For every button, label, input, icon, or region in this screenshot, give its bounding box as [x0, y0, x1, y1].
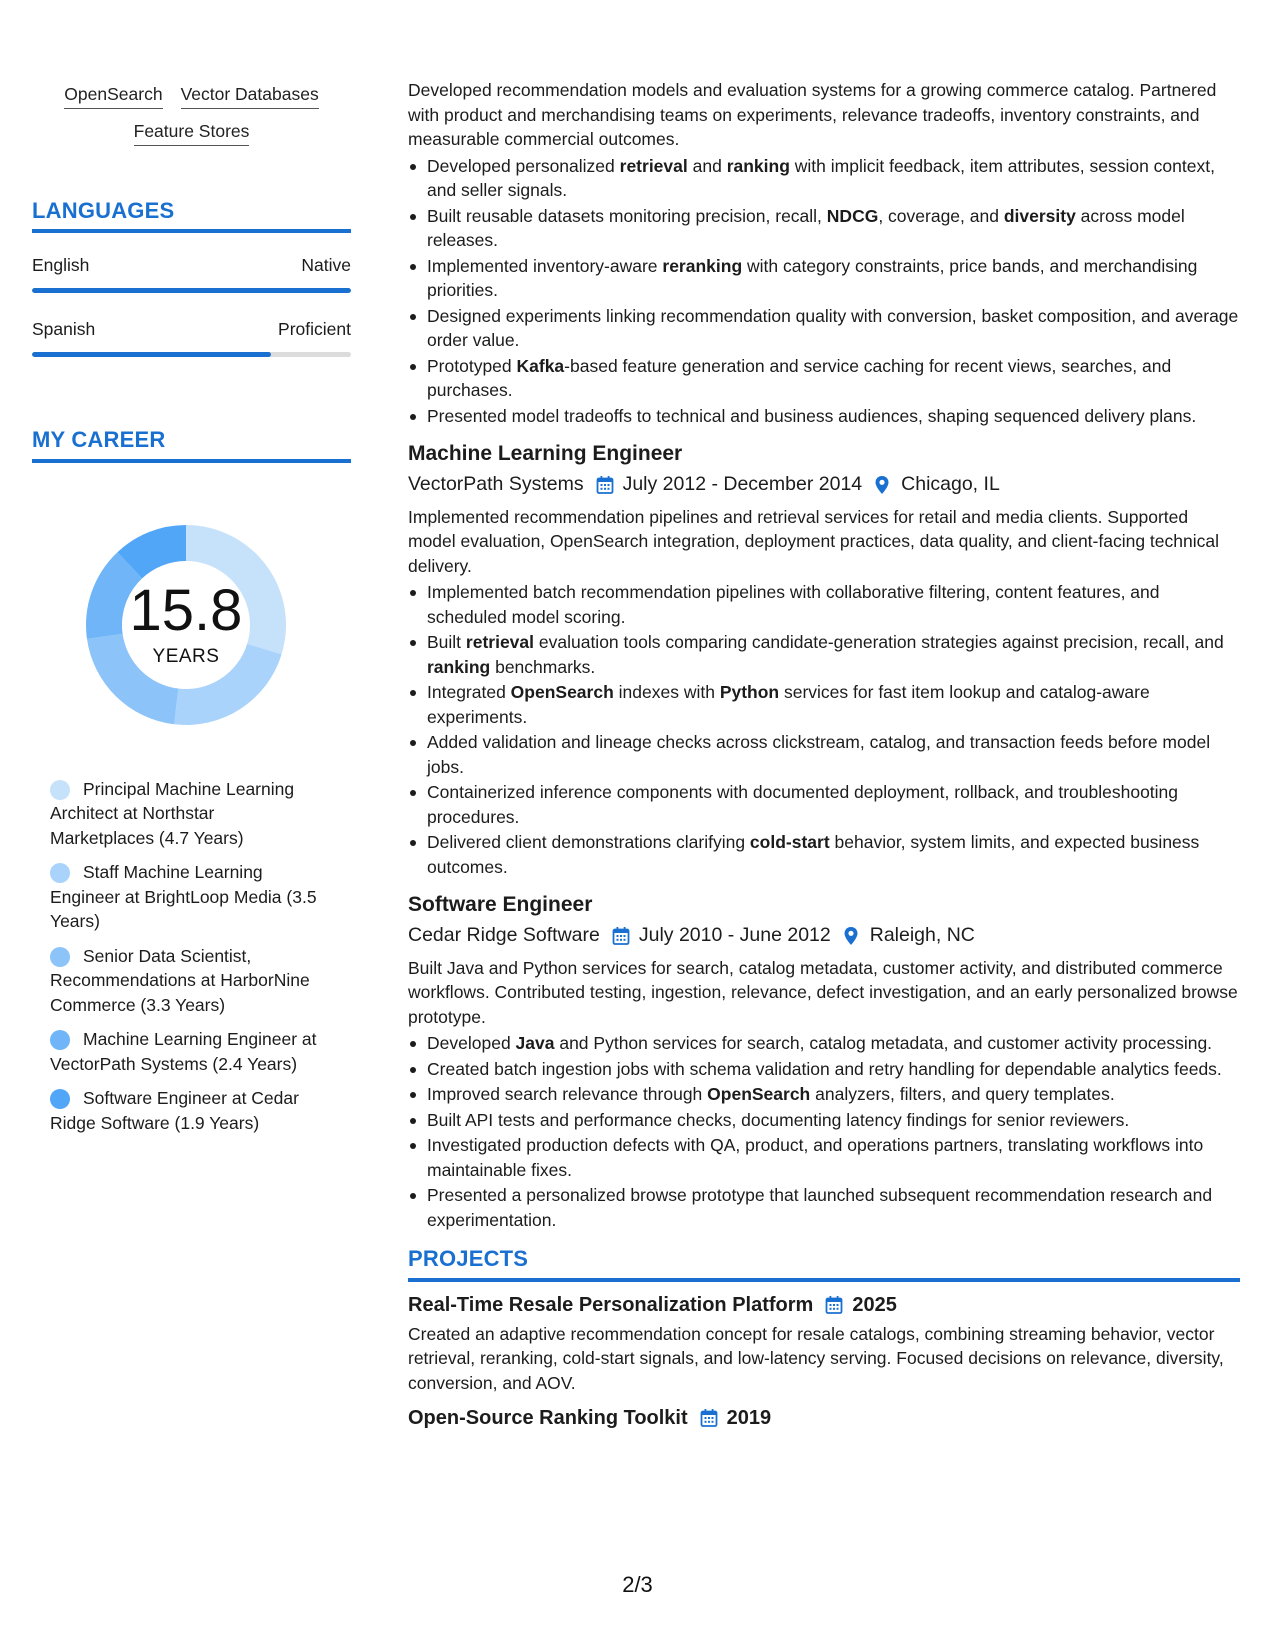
experience-summary: Developed recommendation models and evaluation systems for a growing commerce catalog. Partnered with product and merchandising teams on experiments, relevance tradeoffs, inventory constraints, and measurable commercial outcomes. — [408, 80, 1217, 149]
language-row — [32, 255, 351, 276]
language-level: Proficient — [278, 319, 351, 340]
skills-list — [32, 84, 351, 146]
calendar-icon — [700, 1408, 718, 1428]
skill-tag: Feature Stores — [134, 121, 250, 146]
experience-intro — [408, 78, 1240, 428]
language-bar-fill — [32, 288, 351, 293]
job-dates: July 2010 - June 2012 — [638, 924, 831, 947]
job-location: Chicago, IL — [901, 473, 1000, 496]
legend-swatch — [50, 780, 70, 800]
project-title: Real-Time Resale Personalization Platform — [408, 1293, 814, 1316]
legend-swatch — [50, 863, 70, 883]
job-location: Raleigh, NC — [869, 924, 975, 947]
languages-title: LANGUAGES — [32, 198, 351, 233]
job-entry — [408, 440, 1240, 879]
bullet-item: Built retrieval evaluation tools comparing candidate-generation strategies against precision, recall, and ranking benchmarks. — [408, 630, 1240, 679]
job-title: Machine Learning Engineer — [408, 442, 683, 465]
bullet-item: Developed Java and Python services for search, catalog metadata, and customer activity processing. — [408, 1031, 1240, 1056]
bullet-item: Presented a personalized browse prototype that launched subsequent recommendation research and experimentation. — [408, 1183, 1240, 1232]
career-legend-item — [50, 944, 320, 1018]
language-bar-fill — [32, 352, 271, 357]
job-meta — [408, 472, 1240, 497]
bullet-item: Containerized inference components with documented deployment, rollback, and troubleshooting procedures. — [408, 780, 1240, 829]
map-pin-icon — [874, 475, 892, 495]
language-bar — [32, 352, 351, 357]
bullet-item: Built API tests and performance checks, documenting latency findings for senior reviewers. — [408, 1108, 1240, 1133]
career-legend-item — [50, 777, 320, 851]
bullet-item: Built reusable datasets monitoring precision, recall, NDCG, coverage, and diversity across model releases. — [408, 204, 1240, 253]
language-row — [32, 319, 351, 340]
bullet-item: Designed experiments linking recommendation quality with conversion, basket composition, and average order value. — [408, 304, 1240, 353]
project-title-row — [408, 1292, 1240, 1318]
bullet-item: Implemented batch recommendation pipelines with collaborative filtering, content features, and scheduled model scoring. — [408, 580, 1240, 629]
job-dates: July 2012 - December 2014 — [622, 473, 863, 496]
project-entry — [408, 1405, 1240, 1431]
job-bullets — [408, 580, 1240, 879]
projects-title: PROJECTS — [408, 1246, 1240, 1281]
career-title: MY CAREER — [32, 427, 351, 462]
job-company: Cedar Ridge Software — [408, 924, 600, 947]
career-legend-label: Staff Machine Learning Engineer at BrightLoop Media (3.5 Years) — [50, 862, 317, 932]
languages-section — [32, 198, 351, 357]
page-number: 2/3 — [622, 1572, 653, 1597]
project-entry — [408, 1292, 1240, 1396]
bullet-item: Added validation and lineage checks across clickstream, catalog, and transaction feeds before model jobs. — [408, 730, 1240, 779]
experience-jobs — [408, 440, 1240, 1232]
job-bullets — [408, 1031, 1240, 1232]
calendar-icon — [825, 1295, 843, 1315]
career-legend-label: Principal Machine Learning Architect at Northstar Marketplaces (4.7 Years) — [50, 778, 295, 848]
career-donut-chart — [66, 505, 306, 745]
career-total-value: 15.8 — [129, 577, 243, 643]
project-title: Open-Source Ranking Toolkit — [408, 1407, 688, 1430]
career-legend-item — [50, 1027, 320, 1076]
legend-swatch — [50, 947, 70, 967]
career-legend-label: Machine Learning Engineer at VectorPath Systems (2.4 Years) — [50, 1029, 317, 1074]
bullet-item: Investigated production defects with QA, product, and operations partners, translating workflows into maintainable fixes. — [408, 1133, 1240, 1182]
career-legend — [50, 777, 320, 1136]
map-pin-icon — [843, 926, 861, 946]
language-level: Native — [301, 255, 351, 276]
calendar-icon — [612, 926, 630, 946]
project-title-row — [408, 1405, 1240, 1431]
career-section — [32, 427, 351, 1135]
bullet-item: Presented model tradeoffs to technical and business audiences, shaping sequenced delivery plans. — [408, 404, 1240, 429]
project-year: 2019 — [726, 1407, 772, 1430]
language-name: English — [32, 255, 90, 276]
career-legend-item — [50, 860, 320, 934]
job-summary: Built Java and Python services for search, catalog metadata, customer activity, and distributed commerce workflows. Contributed testing, ingestion, relevance, defect investigation, and an early personalized browse prototype. — [408, 957, 1238, 1027]
bullet-item: Created batch ingestion jobs with schema validation and retry handling for dependable analytics feeds. — [408, 1057, 1240, 1082]
bullet-item: Integrated OpenSearch indexes with Python services for fast item lookup and catalog-aware experiments. — [408, 680, 1240, 729]
sidebar — [32, 84, 351, 1145]
main-content — [408, 78, 1240, 1431]
calendar-icon — [596, 475, 614, 495]
donut-center — [66, 505, 306, 745]
career-legend-label: Software Engineer at Cedar Ridge Software (1.9 Years) — [50, 1088, 299, 1133]
skill-tag: Vector Databases — [181, 84, 319, 109]
language-name: Spanish — [32, 319, 96, 340]
job-meta — [408, 923, 1240, 948]
bullet-item: Prototyped Kafka-based feature generation and service caching for recent views, searches, and purchases. — [408, 354, 1240, 403]
legend-swatch — [50, 1030, 70, 1050]
job-entry — [408, 891, 1240, 1232]
job-company: VectorPath Systems — [408, 473, 584, 496]
career-total-unit: YEARS — [152, 645, 220, 667]
legend-swatch — [50, 1089, 70, 1109]
skill-tag: OpenSearch — [64, 84, 162, 109]
job-summary: Implemented recommendation pipelines and retrieval services for retail and media clients. Supported model evaluation, OpenSearch integration, deployment practices, data quality, and client-facing technical delivery. — [408, 506, 1219, 576]
bullet-item: Implemented inventory-aware reranking with category constraints, price bands, and merchandising priorities. — [408, 254, 1240, 303]
bullet-item: Improved search relevance through OpenSearch analyzers, filters, and query templates. — [408, 1082, 1240, 1107]
bullet-item: Developed personalized retrieval and ranking with implicit feedback, item attributes, session context, and seller signals. — [408, 154, 1240, 203]
project-description: Created an adaptive recommendation concept for resale catalogs, combining streaming behavior, vector retrieval, reranking, cold-start signals, and low-latency serving. Focused decisions on relevance, diversity, conversion, and AOV. — [408, 1323, 1224, 1393]
career-legend-item — [50, 1086, 320, 1135]
career-legend-label: Senior Data Scientist, Recommendations at HarborNine Commerce (3.3 Years) — [50, 945, 310, 1015]
experience-bullets — [408, 154, 1240, 429]
language-bar — [32, 288, 351, 293]
bullet-item: Delivered client demonstrations clarifying cold-start behavior, system limits, and expected business outcomes. — [408, 830, 1240, 879]
projects-list — [408, 1292, 1240, 1432]
projects-section — [408, 1246, 1240, 1431]
project-year: 2025 — [852, 1293, 897, 1316]
job-title: Software Engineer — [408, 893, 593, 917]
